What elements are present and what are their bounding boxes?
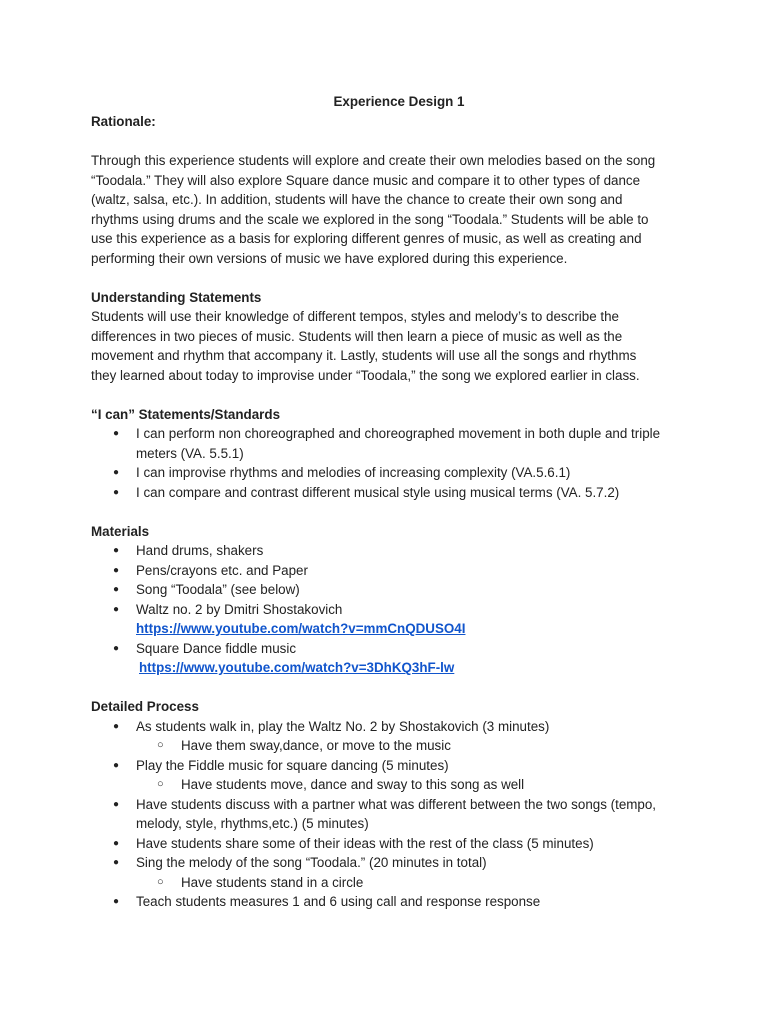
list-item: ● I can improvise rhythms and melodies of increasing complexity (VA.5.6.1) [91,463,691,483]
text-line: use this experience as a basis for exploring different genres of music, as well as creating and [91,231,642,246]
list-item: ● As students walk in, play the Waltz No. 2 by Shostakovich (3 minutes) [91,717,691,737]
ican-heading: “I can” Statements/Standards [91,406,281,422]
text-line: (waltz, salsa, etc.). In addition, students will have the chance to create their own song and [91,192,623,207]
text-line: they learned about today to improvise under “Toodala,” the song we explored earlier in class. [91,367,640,383]
text-line: Through this experience students will explore and create their own melodies based on the song [91,153,656,168]
list-item: ● I can perform non choreographed and choreographed movement in both duple and triple meters (VA. 5.5.1) [91,424,691,463]
text-line: movement and rhythm that accompany it. Lastly, students will use all the songs and rhythms [91,348,637,363]
materials-heading: Materials [91,523,150,539]
ican-list [91,424,691,502]
list-item: ● Song “Toodala” (see below) [91,580,691,600]
understanding-heading: Understanding Statements [91,289,262,305]
document-page [91,92,691,912]
text-line: differences in two pieces of music. Students will then learn a piece of music as well as the [91,328,623,344]
list-item: ● Square Dance fiddle music https://www.youtube.com/watch?v=3DhKQ3hF-lw [91,639,691,678]
text-line: rhythms using drums and the scale we explored in the song “Toodala.” Students will be able to [91,211,649,227]
sub-list-item: ○ Have students move, dance and sway to this song as well [91,775,691,795]
list-item: ● Play the Fiddle music for square dancing (5 minutes) [91,756,691,776]
list-item: ● Teach students measures 1 and 6 using call and response response [91,892,691,912]
materials-list [91,541,691,678]
list-item: ● Pens/crayons etc. and Paper [91,561,691,581]
process-sublist [91,736,691,756]
rationale-heading: Rationale: [91,114,156,129]
list-item: ● Hand drums, shakers [91,541,691,561]
waltz-video-link[interactable]: https://www.youtube.com/watch?v=mmCnQDUSO4I [136,621,466,636]
text-line: “Toodala.” They will also explore Square dance music and compare it to other types of dance [91,172,641,188]
understanding-paragraph [91,307,691,385]
rationale-paragraph [91,151,691,268]
list-item: ● Have students share some of their ideas with the rest of the class (5 minutes) [91,834,691,854]
sub-list-item: ○ Have them sway,dance, or move to the music [91,736,691,756]
list-item: ● I can compare and contrast different musical style using musical terms (VA. 5.7.2) [91,483,691,503]
list-item: ● Waltz no. 2 by Dmitri Shostakovich https://www.youtube.com/watch?v=mmCnQDUSO4I [91,600,691,639]
list-item: ● Sing the melody of the song “Toodala.” (20 minutes in total) [91,853,691,873]
page-title: Experience Design 1 [333,94,465,109]
process-heading: Detailed Process [91,699,199,714]
process-list [91,717,691,737]
fiddle-video-link[interactable]: https://www.youtube.com/watch?v=3DhKQ3hF-lw [139,660,455,675]
text-line: performing their own versions of music we have explored during this experience. [91,250,568,266]
sub-list-item: ○ Have students stand in a circle [91,873,691,893]
list-item: ● Have students discuss with a partner what was different between the two songs (tempo, melody, style, rhythms,etc.) (5 minutes) [91,795,691,834]
text-line: Students will use their knowledge of different tempos, styles and melody’s to describe the [91,309,619,324]
